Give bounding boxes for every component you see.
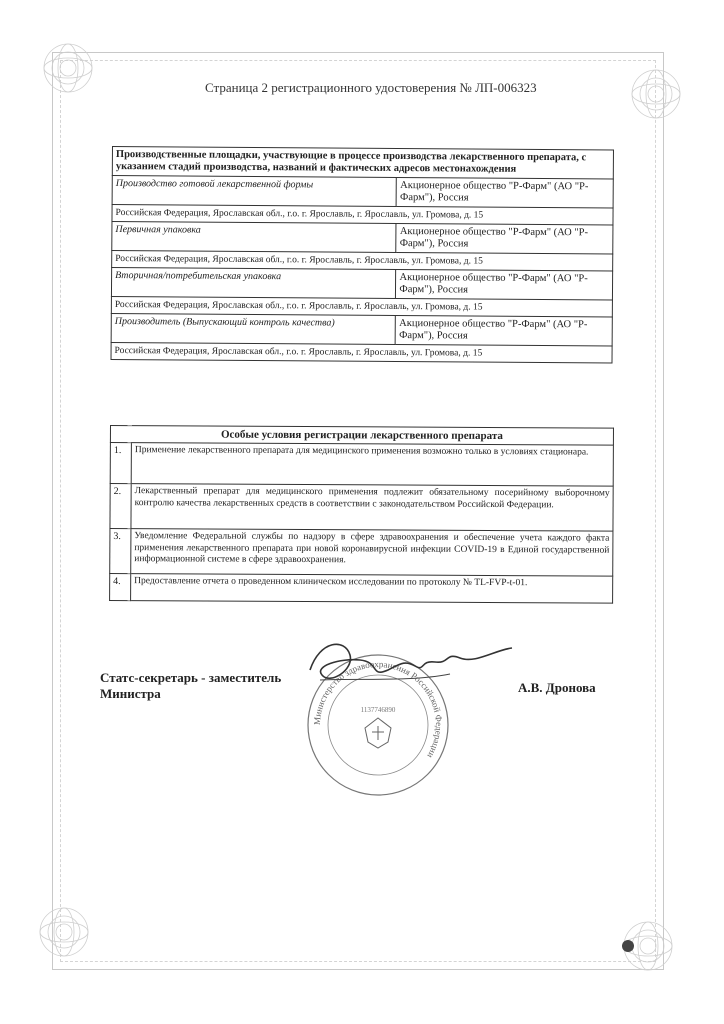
- site-stage: Вторичная/потребительская упаковка: [111, 268, 396, 299]
- site-address: Российская Федерация, Ярославская обл., г.о. г. Ярославль, г. Ярославль, ул. Громова, д. 15: [112, 205, 613, 225]
- condition-number: 4.: [110, 574, 131, 601]
- condition-text: Лекарственный препарат для медицинского применения подлежит обязательному посерийному выборочному контролю качества лекарственных средств в соответствии с законодательством Российской Федерации.: [131, 484, 613, 532]
- site-address: Российская Федерация, Ярославская обл., г.о. г. Ярославль, г. Ярославль, ул. Громова, д. 15: [112, 251, 613, 271]
- condition-number: 3.: [110, 529, 131, 574]
- special-conditions-table: [109, 425, 614, 604]
- site-organization: Акционерное общество "Р-Фарм" (АО "Р-Фарм"), Россия: [396, 315, 613, 346]
- site-stage: Первичная упаковка: [112, 222, 397, 253]
- signatory-name: А.В. Дронова: [518, 680, 596, 695]
- coat-of-arms-icon: [365, 718, 391, 748]
- site-organization: Акционерное общество "Р-Фарм" (АО "Р-Фарм"), Россия: [396, 223, 613, 254]
- corner-rosette-icon: [628, 66, 684, 122]
- signatory-title-line1: Статс-секретарь - заместитель: [100, 670, 282, 685]
- conditions-table-title: Особые условия регистрации лекарственного препарата: [110, 426, 613, 446]
- site-stage: Производитель (Выпускающий контроль качества): [111, 313, 396, 344]
- condition-text: Предоставление отчета о проведенном клиническом исследовании по протоколу № TL-FVP-t-01.: [131, 574, 613, 604]
- signatory-title: [100, 670, 281, 702]
- site-stage: Производство готовой лекарственной формы: [112, 176, 397, 207]
- condition-text: Уведомление Федеральной службы по надзору в сфере здравоохранения и обеспечение учета каждого факта применения лекарственного препарата при новой коронавирусной инфекции COVID-19 в Единой государственной информационной системе в сфере здравоохранения.: [131, 529, 613, 577]
- corner-rosette-icon: [36, 904, 92, 960]
- page-header: Страница 2 регистрационного удостоверения № ЛП-006323: [205, 80, 537, 95]
- seal-text-path: Министерство здравоохранения Российской Федерации: [311, 658, 445, 760]
- corner-dot: [622, 940, 634, 952]
- seal-number: 1137746890: [360, 706, 396, 714]
- site-address: Российская Федерация, Ярославская обл., г.о. г. Ярославль, г. Ярославль, ул. Громова, д. 15: [111, 296, 612, 316]
- corner-rosette-icon: [40, 40, 96, 96]
- production-sites-table: [111, 146, 614, 363]
- site-address: Российская Федерация, Ярославская обл., г.о. г. Ярославль, г. Ярославль, ул. Громова, д. 15: [111, 342, 612, 362]
- handwritten-signature: [300, 630, 520, 700]
- condition-number: 2.: [110, 484, 131, 529]
- condition-number: 1.: [110, 443, 131, 484]
- signatory-title-line2: Министра: [100, 686, 161, 701]
- site-organization: Акционерное общество "Р-Фарм" (АО "Р-Фарм"), Россия: [397, 177, 614, 208]
- sites-table-title: Производственные площадки, участвующие в процессе производства лекарственного препарата, с указанием стадий производства, названий и фактических адресов местонахождения: [112, 147, 613, 179]
- condition-text: Применение лекарственного препарата для медицинского применения возможно только в условиях стационара.: [131, 443, 613, 487]
- site-organization: Акционерное общество "Р-Фарм" (АО "Р-Фарм"), Россия: [396, 269, 613, 300]
